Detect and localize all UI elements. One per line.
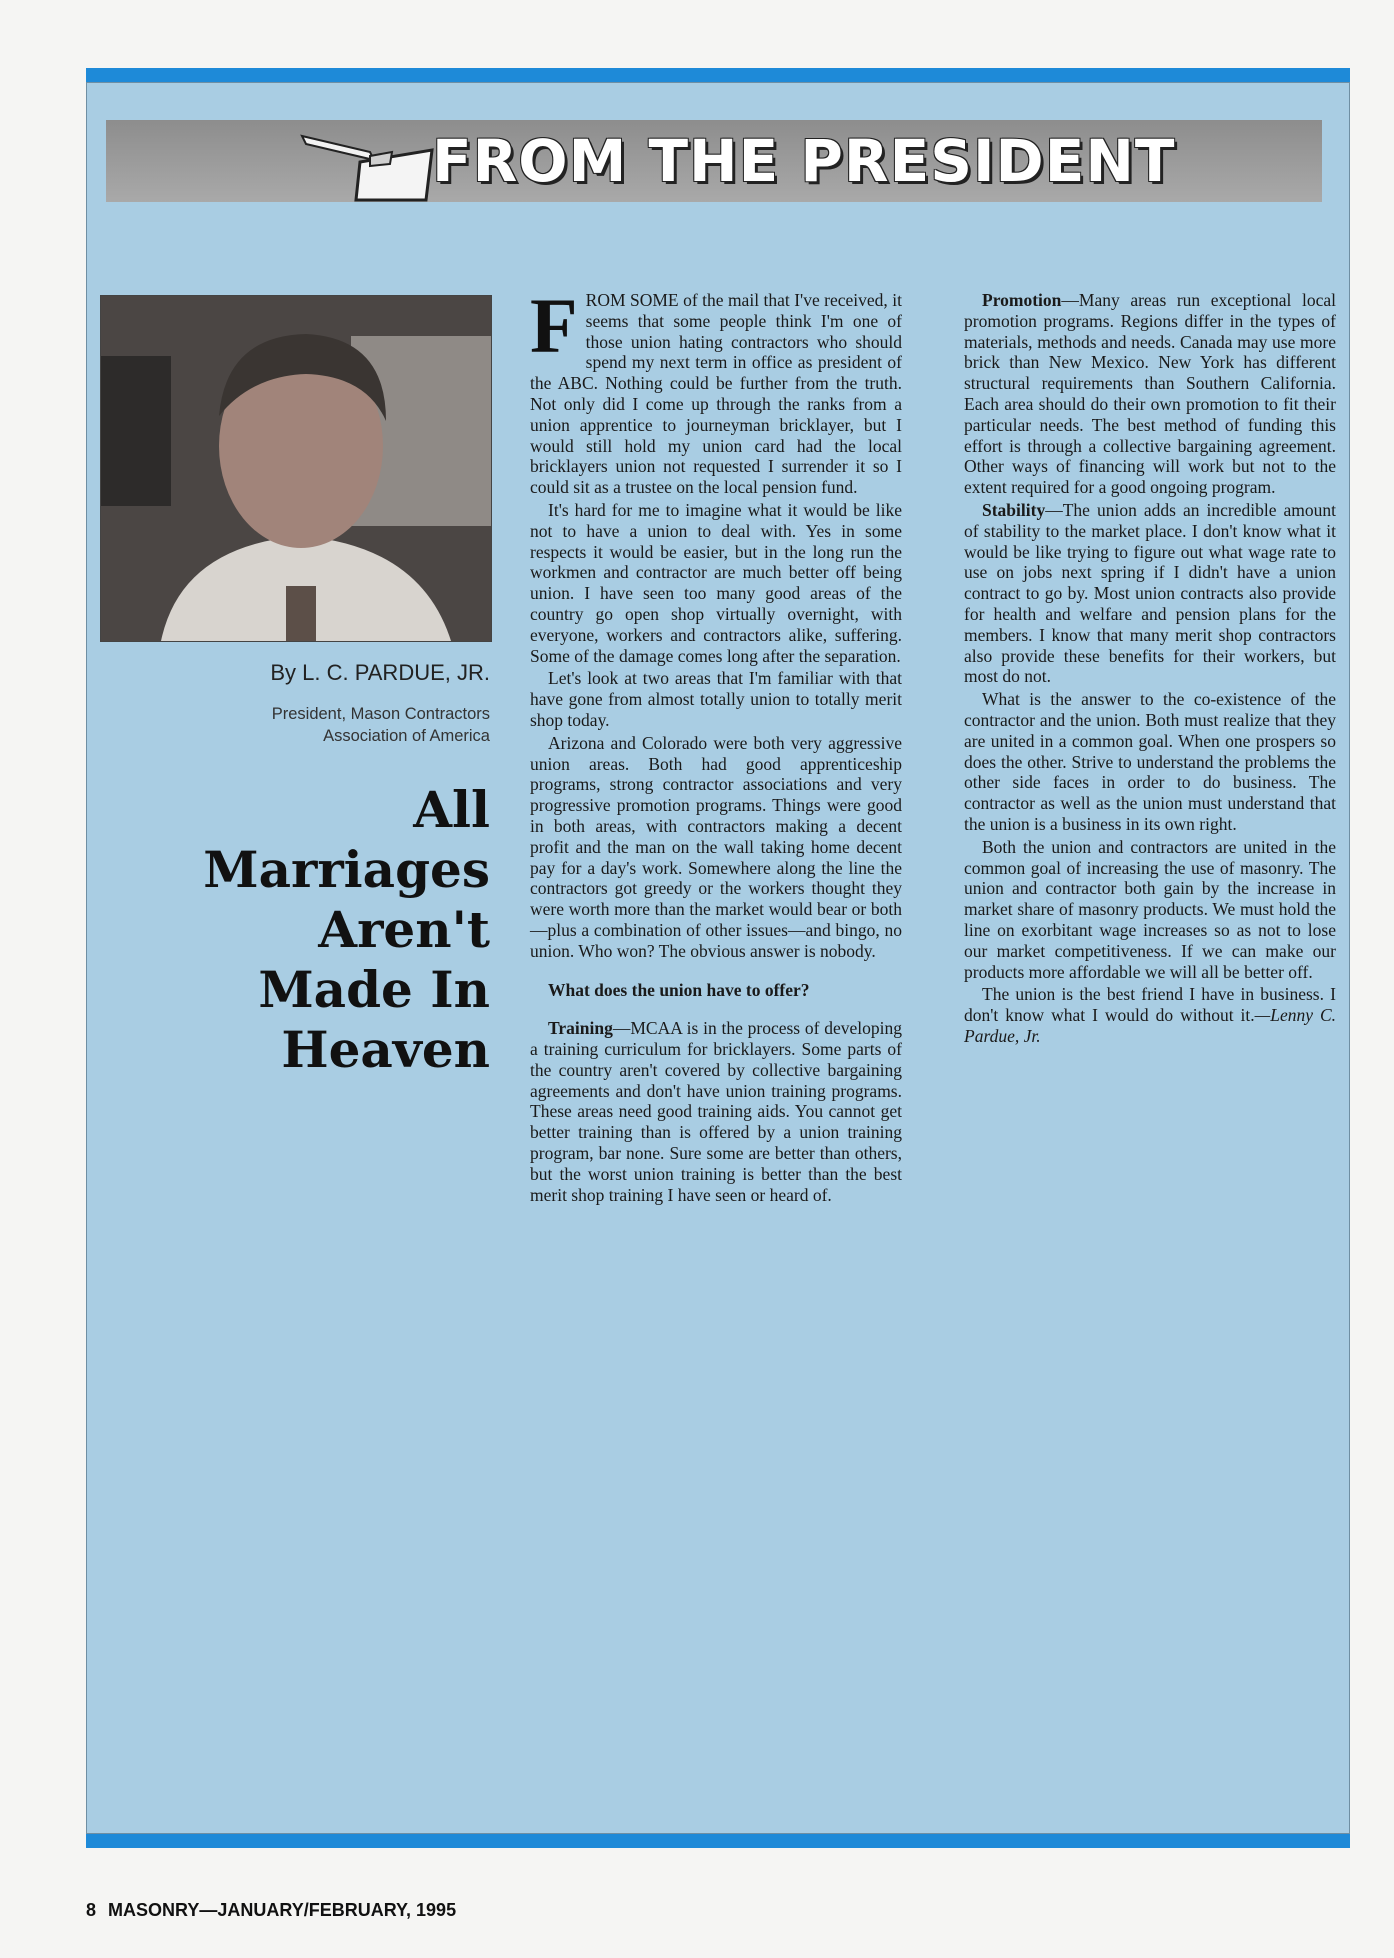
- paragraph-lead: Training: [548, 1018, 613, 1039]
- paragraph: Let's look at two areas that I'm familiar with that have gone from almost totally union to totally merit shop today.: [530, 668, 902, 730]
- portrait-image: [101, 296, 491, 641]
- headline-line: Made In: [258, 960, 490, 1019]
- article-column-2: [964, 290, 1336, 1049]
- subheading: What does the union have to offer?: [548, 979, 810, 1000]
- paragraph: Both the union and contractors are united in the common goal of increasing the use of masonry. The union and contractor both gain by the increase in market share of masonry products. We must hold the line on exorbitant wage increases so as not to lose our market competitiveness. If we can make our products more affordable we will all be better off.: [964, 836, 1336, 982]
- paragraph: [964, 984, 1336, 1046]
- headline-line: All: [413, 780, 490, 839]
- article-column-1: [530, 282, 902, 1207]
- author-affiliation: [100, 703, 490, 747]
- trowel-icon: [300, 122, 440, 202]
- paragraph-text: —MCAA is in the process of developing a training curriculum for bricklayers. Some parts of the country aren't covered by collective bargaining agreements and don't have union training programs. These areas need good training aids. You cannot get better training than is offered by a union training program, bar none. Sure some are better than others, but the worst union training is better than the best merit shop training I have seen or heard of.: [530, 1018, 902, 1205]
- affiliation-line: Association of America: [323, 727, 490, 745]
- paragraph: [964, 500, 1336, 687]
- paragraph: [530, 282, 902, 498]
- paragraph-lead: Stability: [982, 499, 1046, 520]
- paragraph-text: The union is the best friend I have in business. I don't know what I would do without it.: [964, 984, 1336, 1026]
- affiliation-line: President, Mason Contractors: [271, 705, 490, 723]
- top-rule: [86, 68, 1350, 82]
- headline-line: Aren't: [318, 900, 490, 959]
- page-number: 8: [86, 1900, 97, 1920]
- paragraph: It's hard for me to imagine what it would be like not to have a union to deal with. Yes in some respects it would be easier, but in the long run the workmen and contractor are much better off being union. I have seen too many good areas of the country go open shop virtually overnight, with everyone, workers and contractors alike, suffering. Some of the damage comes long after the separation.: [530, 499, 902, 666]
- author-photo: [100, 295, 492, 642]
- paragraph-lead: Promotion: [982, 290, 1062, 310]
- paragraph: [530, 1018, 902, 1205]
- signature: —Lenny C. Pardue, Jr.: [964, 1005, 1337, 1046]
- author-byline: By L. C. PARDUE, JR.: [270, 660, 490, 685]
- page-footer: [86, 1900, 456, 1921]
- headline-line: Marriages: [203, 840, 490, 899]
- article-headline: [100, 780, 490, 1080]
- drop-cap: F: [530, 282, 578, 369]
- paragraph-text: —Many areas run exceptional local promotion programs. Regions differ in the types of materials, methods and needs. Canada may use more brick than New Mexico. New York has different structural requirements than Southern California. Each area should do their own promotion to fit their particular needs. The best method of funding this effort is through a collective bargaining agreement. Other ways of financing will work but not to the extent required for a good ongoing program.: [964, 290, 1336, 498]
- paragraph: What is the answer to the co-existence of the contractor and the union. Both must realize that they are united in a common goal. When one prospers so does the other. Strive to understand the problems the other side faces in order to do business. The contractor as well as the union must understand that the union is a business in its own right.: [964, 689, 1336, 834]
- publication-line: MASONRY—JANUARY/FEBRUARY, 1995: [108, 1900, 457, 1920]
- paragraph: [964, 290, 1336, 498]
- paragraph-text: —The union adds an incredible amount of stability to the market place. I don't know what it would be like trying to figure out what wage rate to use on jobs next spring if I didn't have a union contract to go by. Most union contracts also provide for health and welfare and pension plans for the members. I know that many merit shop contractors also provide these benefits for their workers, but most do not.: [964, 499, 1336, 687]
- paragraph-text: ROM SOME of the mail that I've received, it seems that some people think I'm one of those union hating contractors who should spend my next term in office as president of the ABC. Nothing could be further from the truth. Not only did I come up through the ranks from a union apprentice to journeyman bricklayer, but I would still hold my union card had the local bricklayers union not requested I surrender it so I could sit as a trustee on the local pension fund.: [530, 290, 902, 498]
- headline-line: Heaven: [281, 1020, 490, 1079]
- section-title: FROM THE PRESIDENT: [432, 127, 1176, 195]
- bottom-rule: [86, 1834, 1350, 1848]
- paragraph: Arizona and Colorado were both very aggressive union areas. Both had good apprenticeship programs, strong contractor associations and very progressive promotion programs. Things were good in both areas, with contractors making a decent profit and the man on the wall taking home decent pay for a day's work. Somewhere along the line the contractors got greedy or the workers thought they were worth more than the market would bear or both—plus a combination of other issues—and bingo, no union. Who won? The obvious answer is nobody.: [530, 732, 902, 961]
